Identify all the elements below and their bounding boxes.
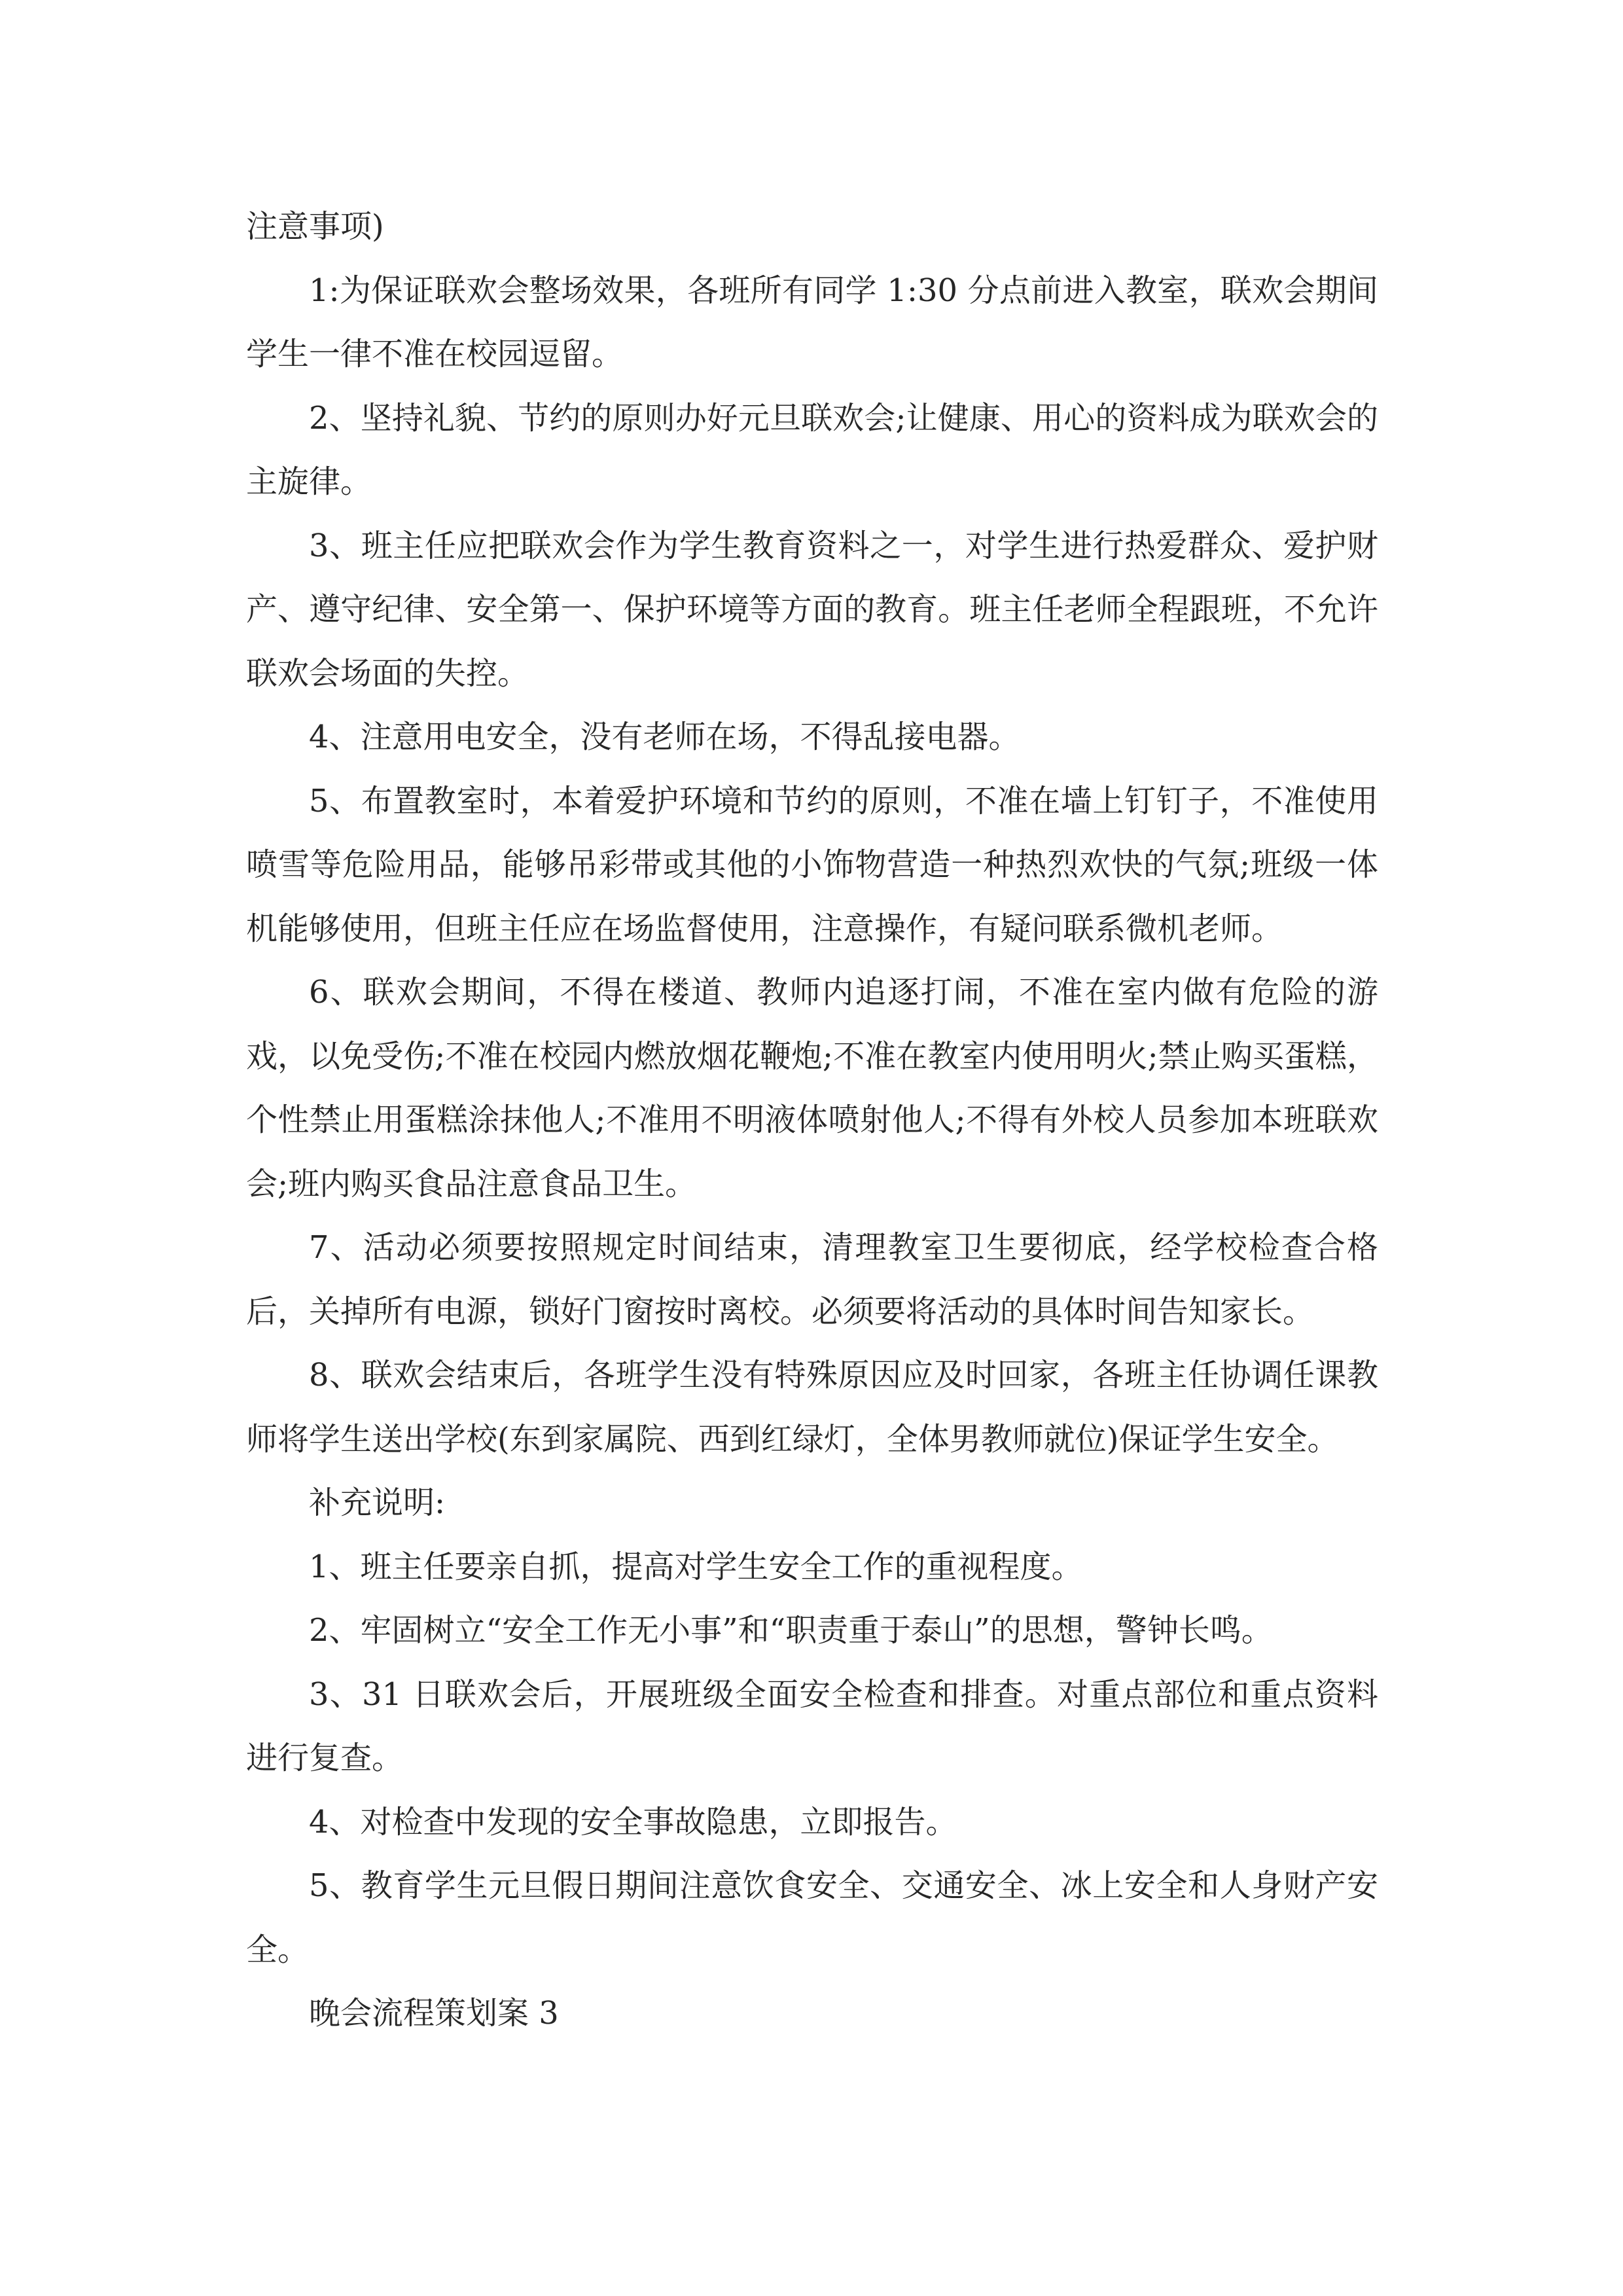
paragraph-supplement-4: 4、对检查中发现的安全事故隐患，立即报告。 — [309, 1803, 957, 1840]
paragraph-supplement-5: 5、教育学生元旦假日期间注意饮食安全、交通安全、冰上安全和人身财产安全。 — [246, 1867, 1378, 1968]
paragraph-rule-5: 5、布置教室时，本着爱护环境和节约的原则，不准在墙上钉钉子，不准使用喷雪等危险用品，能够吊彩带或其他的小饰物营造一种热烈欢快的气氛;班级一体机能够使用，但班主任应在场监督使用，注意操作，有疑问联系微机老师。 — [246, 782, 1378, 947]
paragraph-rule-3: 3、班主任应把联欢会作为学生教育资料之一，对学生进行热爱群众、爱护财产、遵守纪律、安全第一、保护环境等方面的教育。班主任老师全程跟班，不允许联欢会场面的失控。 — [246, 527, 1378, 692]
paragraph-rule-8: 8、联欢会结束后，各班学生没有特殊原因应及时回家，各班主任协调任课教师将学生送出学校(东到家属院、西到红绿灯，全体男教师就位)保证学生安全。 — [246, 1357, 1378, 1458]
paragraph-supplement-2: 2、牢固树立“安全工作无小事”和“职责重于泰山”的思想，警钟长鸣。 — [309, 1612, 1273, 1649]
paragraph-rule-2: 2、坚持礼貌、节约的原则办好元旦联欢会;让健康、用心的资料成为联欢会的主旋律。 — [246, 399, 1378, 500]
paragraph-supplement-3: 3、31 日联欢会后，开展班级全面安全检查和排查。对重点部位和重点资料进行复查。 — [246, 1676, 1378, 1776]
document-body — [246, 195, 1378, 2046]
paragraph-supplement-1: 1、班主任要亲自抓，提高对学生安全工作的重视程度。 — [309, 1548, 1083, 1585]
paragraph-rule-4: 4、注意用电安全，没有老师在场，不得乱接电器。 — [309, 719, 1020, 755]
paragraph-rule-1: 1:为保证联欢会整场效果，各班所有同学 1:30 分点前进入教室，联欢会期间学生一律不准在校园逗留。 — [246, 272, 1378, 372]
paragraph-rule-6: 6、联欢会期间，不得在楼道、教师内追逐打闹，不准在室内做有危险的游戏，以免受伤;不准在校园内燃放烟花鞭炮;不准在教室内使用明火;禁止购买蛋糕，个性禁止用蛋糕涂抹他人;不准用不明液体喷射他人;不得有外校人员参加本班联欢会;班内购买食品注意食品卫生。 — [246, 974, 1378, 1202]
paragraph-notes-heading: 注意事项) — [246, 208, 384, 245]
paragraph-section-title: 晚会流程策划案 3 — [309, 1995, 559, 2032]
paragraph-rule-7: 7、活动必须要按照规定时间结束，清理教室卫生要彻底，经学校检查合格后，关掉所有电源，锁好门窗按时离校。必须要将活动的具体时间告知家长。 — [246, 1229, 1378, 1330]
paragraph-supplement-heading: 补充说明: — [309, 1484, 446, 1521]
